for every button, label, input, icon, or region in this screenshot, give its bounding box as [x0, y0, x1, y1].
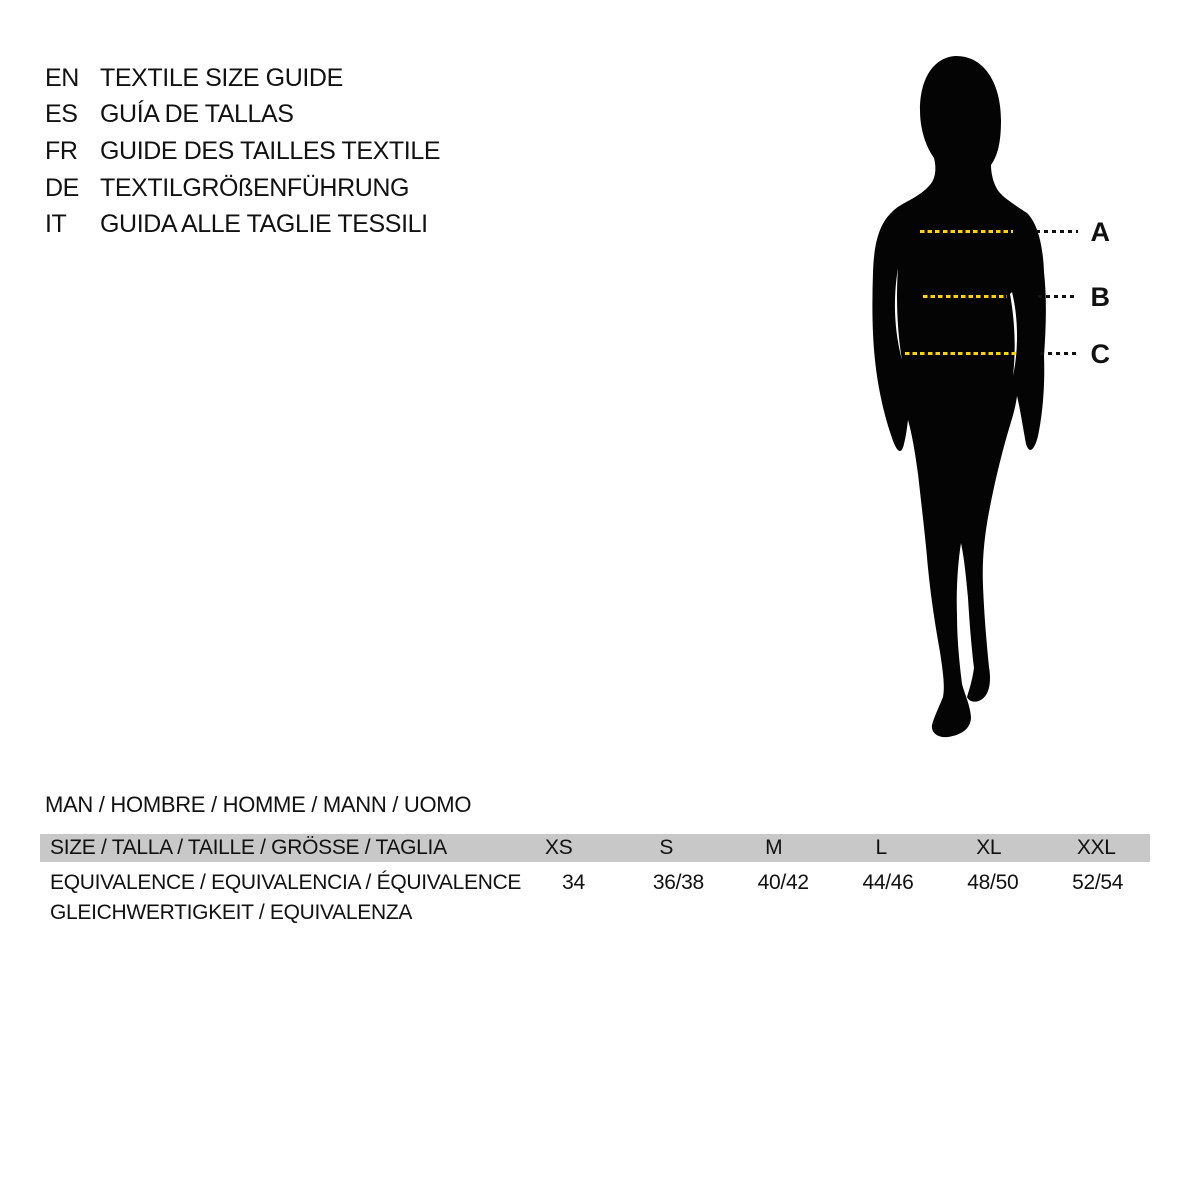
- hip-line-leader: [1040, 352, 1078, 355]
- waist-line-yellow: [923, 295, 1007, 298]
- language-title: GUIDA ALLE TAGLIE TESSILI: [100, 210, 428, 239]
- size-header-label: SIZE / TALLA / TAILLE / GRÖSSE / TAGLIA: [50, 836, 447, 859]
- size-column-s: S: [659, 836, 674, 859]
- language-title: GUIDE DES TAILLES TEXTILE: [100, 136, 441, 165]
- equivalence-label-line2: GLEICHWERTIGKEIT / EQUIVALENZA: [50, 901, 413, 924]
- measurement-label-c: C: [1090, 339, 1110, 369]
- language-row-it: [45, 206, 440, 243]
- female-silhouette: [860, 40, 1160, 760]
- language-list: [45, 60, 440, 243]
- equivalence-label-row2: [40, 898, 1150, 928]
- language-row-es: [45, 97, 440, 134]
- language-title: GUÍA DE TALLAS: [100, 100, 294, 129]
- size-column-xl: XL: [976, 836, 1002, 859]
- language-code: FR: [45, 136, 78, 165]
- language-row-en: [45, 60, 440, 97]
- female-silhouette-graphic: [860, 40, 1160, 760]
- language-title: TEXTILE SIZE GUIDE: [100, 63, 343, 92]
- language-row-de: [45, 170, 440, 207]
- section-heading: MAN / HOMBRE / HOMME / MANN / UOMO: [45, 792, 472, 817]
- size-column-xxl: XXL: [1076, 836, 1116, 859]
- equivalence-xxl: 52/54: [1072, 871, 1124, 894]
- equivalence-m: 40/42: [757, 871, 809, 894]
- equivalence-l: 44/46: [862, 871, 914, 894]
- size-table-header-row: [40, 834, 1150, 862]
- waist-line-leader: [1038, 295, 1078, 298]
- equivalence-xl: 48/50: [967, 871, 1019, 894]
- language-code: EN: [45, 63, 79, 92]
- size-column-xs: XS: [545, 836, 573, 859]
- hip-line-yellow: [905, 352, 1017, 355]
- measurement-label-b: B: [1090, 282, 1110, 312]
- language-row-fr: [45, 133, 440, 170]
- equivalence-xs: 34: [562, 871, 585, 894]
- language-title: TEXTILGRÖßENFÜHRUNG: [100, 173, 410, 202]
- measurement-label-a: A: [1090, 217, 1110, 247]
- size-column-m: M: [765, 836, 783, 859]
- equivalence-s: 36/38: [652, 871, 704, 894]
- language-code: DE: [45, 173, 79, 202]
- size-table: [40, 834, 1150, 928]
- bust-line-leader: [1036, 230, 1078, 233]
- equivalence-row: [40, 868, 1150, 898]
- language-code: IT: [45, 210, 67, 239]
- size-column-l: L: [875, 836, 887, 859]
- bust-line-yellow: [920, 230, 1013, 233]
- equivalence-label-line1: EQUIVALENCE / EQUIVALENCIA / ÉQUIVALENCE: [50, 871, 522, 894]
- language-code: ES: [45, 100, 78, 129]
